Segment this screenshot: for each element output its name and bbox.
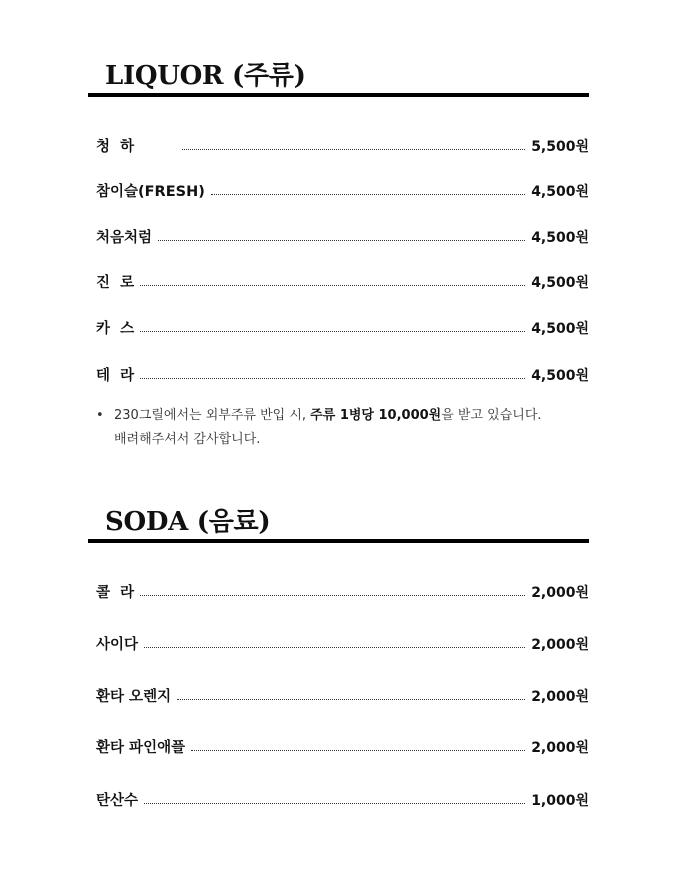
menu-item-price: 2,000원 <box>531 740 589 756</box>
menu-row-cider <box>96 634 589 656</box>
leader-dots <box>140 331 525 332</box>
menu-item-price: 2,000원 <box>531 637 589 653</box>
menu-item-name: 사이다 <box>96 637 139 653</box>
note-text-part2: 을 받고 있습니다. <box>441 408 542 423</box>
soda-title: SODA (음료) <box>105 507 271 537</box>
menu-item-price: 2,000원 <box>531 689 589 705</box>
liquor-title: LIQUOR (주류) <box>105 61 306 91</box>
menu-item-price: 4,500원 <box>531 368 589 384</box>
leader-dots <box>177 699 525 700</box>
note-line-2 <box>96 428 542 452</box>
menu-item-price: 4,500원 <box>531 230 589 246</box>
menu-item-name: 환타 파인애플 <box>96 740 186 756</box>
leader-dots <box>211 194 525 195</box>
leader-dots <box>191 750 525 751</box>
soda-section <box>88 507 589 827</box>
menu-row-jinro <box>96 272 589 294</box>
menu-item-name: 카 스 <box>96 321 135 337</box>
menu-item-price: 4,500원 <box>531 275 589 291</box>
menu-item-price: 2,000원 <box>531 585 589 601</box>
leader-dots <box>144 803 525 804</box>
note-text-part1: 230그릴에서는 외부주류 반입 시, <box>114 408 311 423</box>
note-text-bold: 주류 1병당 10,000원 <box>310 408 442 423</box>
menu-row-terra <box>96 365 589 387</box>
leader-dots <box>144 647 525 648</box>
menu-item-name: 진 로 <box>96 275 135 291</box>
leader-dots <box>182 149 525 150</box>
menu-item-price: 4,500원 <box>531 321 589 337</box>
liquor-section <box>88 61 589 461</box>
menu-item-name: 참이슬(FRESH) <box>96 184 205 200</box>
menu-item-name: 청 하 <box>96 139 135 155</box>
leader-dots <box>140 378 525 379</box>
menu-item-name: 테 라 <box>96 368 135 384</box>
note-line-1 <box>96 404 542 428</box>
menu-row-cola <box>96 582 589 604</box>
menu-row-cass <box>96 318 589 340</box>
menu-item-name: 탄산수 <box>96 793 139 809</box>
menu-item-name: 환타 오렌지 <box>96 689 172 705</box>
bullet-icon: • <box>96 408 104 423</box>
menu-item-name: 처음처럼 <box>96 230 153 246</box>
menu-row-cheongha <box>96 136 589 158</box>
menu-item-price: 4,500원 <box>531 184 589 200</box>
menu-row-fanta-pineapple <box>96 737 589 759</box>
menu-item-price: 1,000원 <box>531 793 589 809</box>
leader-dots <box>158 240 525 241</box>
menu-item-name: 콜 라 <box>96 585 135 601</box>
liquor-divider <box>88 93 589 97</box>
leader-dots <box>140 285 525 286</box>
menu-row-cheoeumcheoreom <box>96 227 589 249</box>
leader-dots <box>140 595 525 596</box>
menu-row-fanta-orange <box>96 686 589 708</box>
menu-item-price: 5,500원 <box>531 139 589 155</box>
note-text-line2: 배려해주셔서 감사합니다. <box>114 432 261 447</box>
outside-liquor-note <box>96 404 542 452</box>
menu-row-chamiseul <box>96 181 589 203</box>
menu-row-sparkling-water <box>96 790 589 812</box>
soda-divider <box>88 539 589 543</box>
